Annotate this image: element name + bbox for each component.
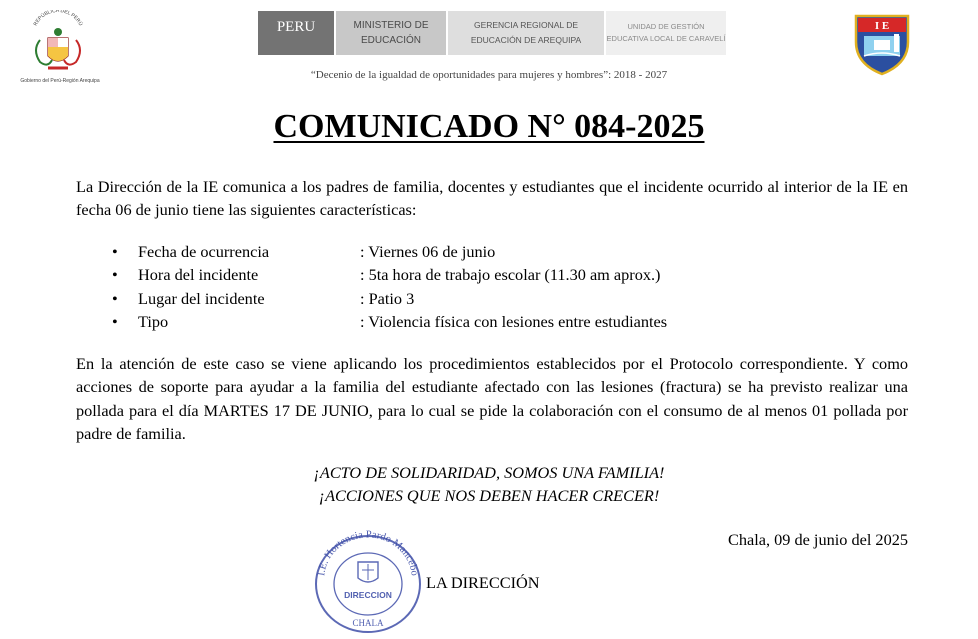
banner-gerencia: GERENCIA REGIONAL DE EDUCACIÓN DE AREQUIPA	[446, 11, 604, 55]
slogan-growth: ¡ACCIONES QUE NOS DEBEN HACER CRECER!	[318, 486, 660, 505]
intro-paragraph: La Dirección de la IE comunica a los padres de familia, docentes y estudiantes que el incidente ocurrido al interior de la IE en fecha 06 de junio tiene las siguientes características:	[76, 177, 908, 220]
body-paragraph: En la atención de este caso se viene aplicando los procedimientos establecidos por el Protocolo correspondiente. Y como acciones de soporte para ayudar a la familia del estudiante afectado con las lesiones (fractura) se ha previsto realizar una pollada para el día MARTES 17 DE JUNIO, para lo cual se pide la colaboración con el consumo de al menos 01 pollada por padre de familia.	[76, 354, 908, 443]
stamp-ring-text: I.E. Hortencia Pardo Mancebo	[316, 530, 420, 577]
decenio-motto: “Decenio de la igualdad de oportunidades para mujeres y hombres”: 2018 - 2027	[310, 69, 668, 81]
detail-value: : 5ta hora de trabajo escolar (11.30 am aprox.)	[360, 265, 661, 285]
bullet-icon: •	[112, 265, 118, 285]
official-stamp	[312, 530, 424, 634]
detail-value: : Patio 3	[360, 288, 415, 308]
detail-label: Lugar del incidente	[138, 288, 265, 308]
list-item	[112, 263, 812, 286]
stamp-seal-icon	[312, 530, 424, 634]
bullet-icon: •	[112, 311, 118, 331]
detail-label: Tipo	[138, 311, 169, 331]
school-initials: I E	[874, 20, 890, 32]
institution-banner	[258, 11, 726, 55]
incident-details-list	[112, 240, 812, 333]
detail-label: Fecha de ocurrencia	[138, 242, 270, 261]
signature-line: LA DIRECCIÓN	[426, 573, 540, 592]
detail-label: Hora del incidente	[138, 265, 259, 285]
banner-ugel: UNIDAD DE GESTIÓN EDUCATIVA LOCAL DE CARAVELÍ	[604, 11, 726, 55]
regional-government-caption: Gobierno del Perú-Región Arequipa	[20, 78, 100, 84]
banner-ministerio: MINISTERIO DE EDUCACIÓN	[334, 11, 446, 55]
seal-text: REPÚBLICA DEL PERÚ	[32, 10, 84, 27]
slogan-solidarity: ¡ACTO DE SOLIDARIDAD, SOMOS UNA FAMILIA!	[313, 463, 665, 482]
svg-text:REPÚBLICA DEL PERÚ	[33, 10, 85, 27]
date-line: Chala, 09 de junio del 2025	[728, 530, 908, 549]
stamp-bottom-text: CHALA	[352, 618, 384, 628]
list-item	[112, 287, 812, 310]
bullet-icon: •	[112, 242, 118, 261]
detail-value: : Viernes 06 de junio	[360, 242, 496, 261]
stamp-center-text: DIRECCION	[344, 590, 392, 600]
list-item	[112, 310, 812, 333]
communique-title: COMUNICADO N° 084-2025	[273, 108, 705, 145]
banner-peru: PERU	[258, 11, 334, 55]
detail-value: : Violencia física con lesiones entre estudiantes	[360, 311, 668, 331]
list-item	[112, 240, 812, 263]
bullet-icon: •	[112, 288, 118, 308]
page-title	[0, 108, 978, 146]
